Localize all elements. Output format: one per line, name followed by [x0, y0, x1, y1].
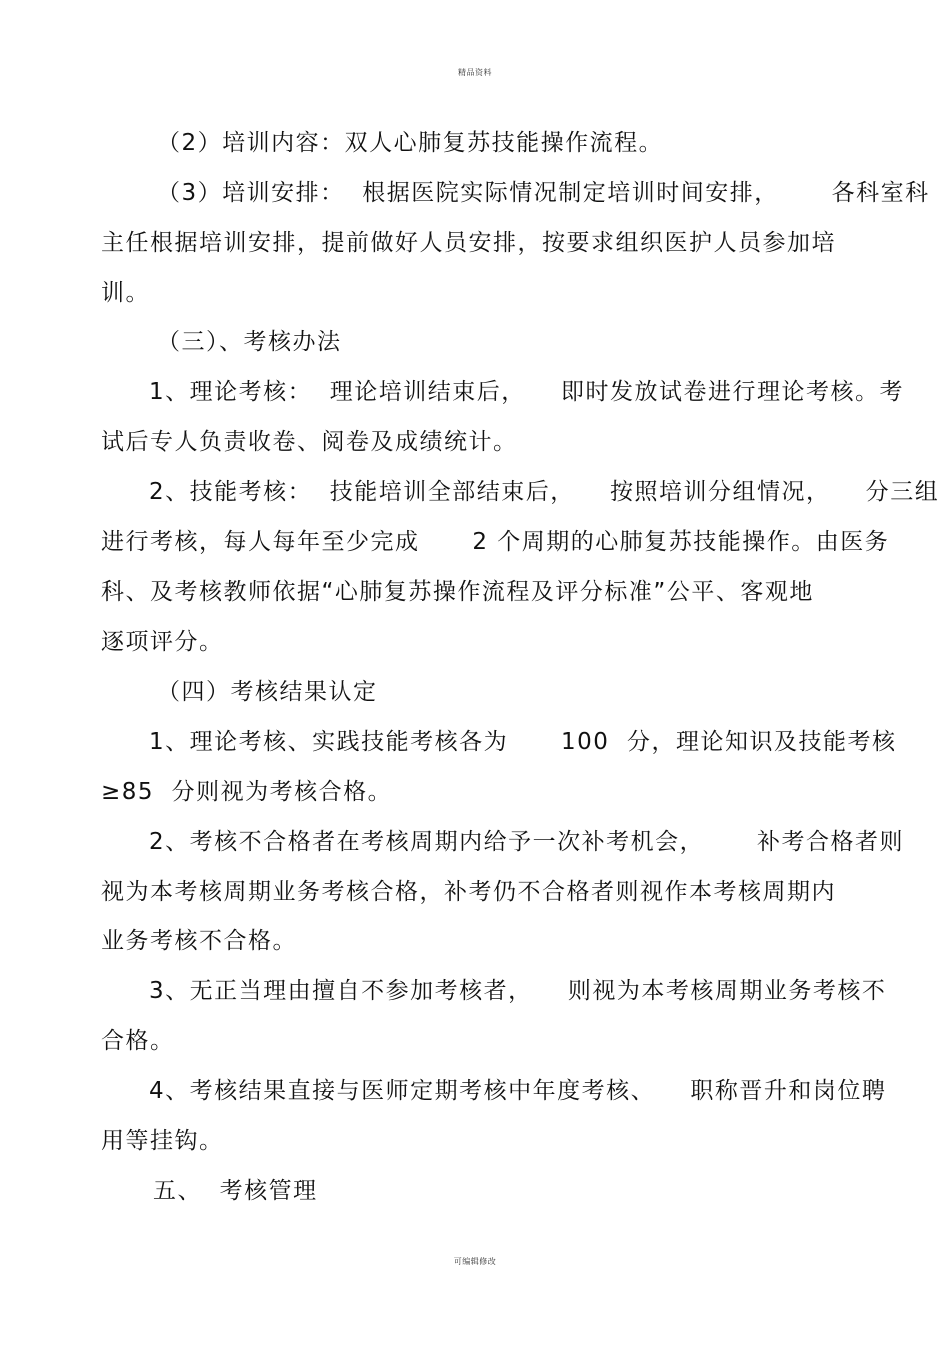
text-line: 1、理论考核： 理论培训结束后， 即时发放试卷进行理论考核。考 — [149, 379, 904, 405]
text-line: 主任根据培训安排，提前做好人员安排，按要求组织医护人员参加培 — [101, 230, 836, 256]
page-footer: 可编辑修改 — [453, 1257, 497, 1266]
text-line: （2）培训内容：双人心肺复苏技能操作流程。 — [157, 130, 664, 156]
text-line: 合格。 — [101, 1028, 175, 1054]
text-line: 3、无正当理由擅自不参加考核者， 则视为本考核周期业务考核不 — [149, 978, 887, 1004]
text-line: 视为本考核周期业务考核合格，补考仍不合格者则视作本考核周期内 — [101, 879, 836, 905]
text-line: 2、考核不合格者在考核周期内给予一次补考机会， 补考合格者则 — [149, 829, 904, 855]
text-line: 用等挂钩。 — [101, 1128, 224, 1154]
text-line: 1、理论考核、实践技能考核各为 100 分，理论知识及技能考核 — [149, 729, 897, 755]
text-line: 进行考核，每人每年至少完成 2 个周期的心肺复苏技能操作。由医务 — [101, 529, 890, 555]
text-line: 4、考核结果直接与医师定期考核中年度考核、 职称晋升和岗位聘 — [149, 1078, 887, 1104]
text-line: 业务考核不合格。 — [101, 928, 297, 954]
text-line: 逐项评分。 — [101, 629, 224, 655]
section-heading: 五、 考核管理 — [153, 1178, 318, 1204]
text-line: ≥85 分则视为考核合格。 — [101, 779, 393, 805]
text-line: 试后专人负责收卷、阅卷及成绩统计。 — [101, 429, 518, 455]
section-heading: （三）、考核办法 — [157, 329, 342, 355]
text-line: 科、及考核教师依据“心肺复苏操作流程及评分标准”公平、客观地 — [101, 579, 814, 605]
page-header: 精品资料 — [458, 68, 492, 77]
text-line: （3）培训安排： 根据医院实际情况制定培训时间安排， 各科室科 — [157, 180, 930, 206]
text-line: 训。 — [101, 280, 150, 306]
text-line: 2、技能考核： 技能培训全部结束后， 按照培训分组情况， 分三组 — [149, 479, 940, 505]
section-heading: （四）考核结果认定 — [157, 679, 378, 705]
